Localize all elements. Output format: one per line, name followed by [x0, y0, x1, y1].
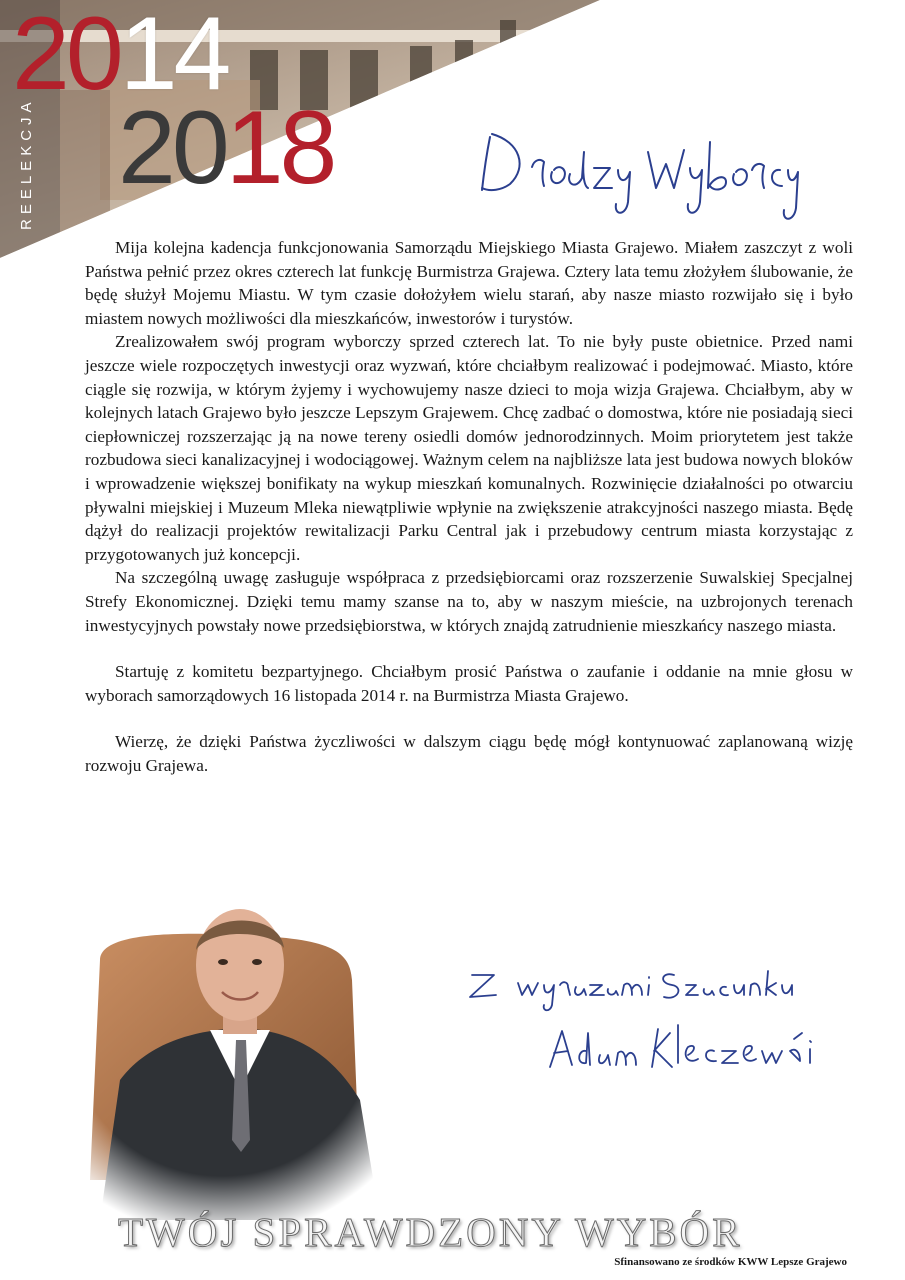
handwritten-closing	[460, 955, 820, 1085]
letter-body	[85, 236, 853, 777]
candidate-portrait	[60, 880, 420, 1220]
campaign-slogan: TWÓJ SPRAWDZONY WYBÓR	[118, 1209, 743, 1255]
year-2018	[118, 90, 334, 206]
letter-paragraph-3: Na szczególną uwagę zasługuje współpraca z przedsiębiorcami oraz rozszerzenie Suwalskiej Specjalnej Strefy Ekonomicznej. Dzięki temu mamy szanse na to, aby w naszym mieście, na uzbrojonych terenach inwestycyjnych powstały nowe przedsiębiorstwa, w których znajdą zatrudnienie mieszkańcy naszego miasta.	[85, 568, 853, 635]
year-2014-red-part: 20	[12, 0, 120, 112]
handwritten-salutation	[470, 112, 800, 232]
funding-note: Sfinansowano ze środków KWW Lepsze Grajewo	[614, 1256, 847, 1268]
year-2018-red-part: 18	[225, 90, 334, 206]
letter-paragraph-1: Mija kolejna kadencja funkcjonowania Samorządu Miejskiego Miasta Grajewo. Miałem zaszczyt z woli Państwa pełnić przez okres czterech lat funkcję Burmistrza Grajewa. Cztery lata temu złożyłem ślubowanie, że będę służył Mojemu Miastu. W tym czasie dołożyłem wielu starań, aby nasze miasto rozwijało się i było miastem nowych możliwości dla mieszkańców, inwestorów i turystów.	[85, 238, 853, 328]
year-2018-dark-part: 20	[118, 90, 226, 206]
reelekcja-label: REELEKCJA	[18, 97, 35, 230]
letter-paragraph-5: Wierzę, że dzięki Państwa życzliwości w dalszym ciągu będę mógł kontynuować zaplanowaną wizję rozwoju Grajewa.	[85, 732, 853, 775]
year-2014-white-part: 14	[119, 0, 228, 112]
letter-paragraph-4: Startuję z komitetu bezpartyjnego. Chciałbym prosić Państwa o zaufanie i oddanie na mnie głosu w wyborach samorządowych 16 listopada 2014 r. na Burmistrza Miasta Grajewo.	[85, 662, 853, 705]
letter-paragraph-2: Zrealizowałem swój program wyborczy sprzed czterech lat. To nie były puste obietnice. Przed nami jeszcze wiele rozpoczętych inwestycji oraz wyzwań, które chciałbym realizować i podejmować. Miasto, które ciągle się rozwija, w którym żyjemy i wychowujemy nasze dzieci to moja wizja Grajewa. Chciałbym, aby w kolejnych latach Grajewo było jeszcze Lepszym Grajewem. Chcę zadbać o domostwa, które nie posiadają sieci ciepłowniczej rozszerzając ją na nowe tereny osiedli domów jednorodzinnych. Moim priorytetem jest także rozbudowa sieci kanalizacyjnej i wodociągowej. Ważnym celem na najbliższe lata jest budowa nowych bloków i wprowadzenie większej bonifikaty na wykup mieszkań komunalnych. Rozwinięcie działalności po otwarciu pływalni miejskiej i Muzeum Mleka niewątpliwie wpłynie na zwiększenie atrakcyjności naszego miasta. Będę dążył do realizacji projektów rewitalizacji Parku Central jak i przebudowy centrum miasta korzystając z przygotowanych już koncepcji.	[85, 332, 853, 564]
